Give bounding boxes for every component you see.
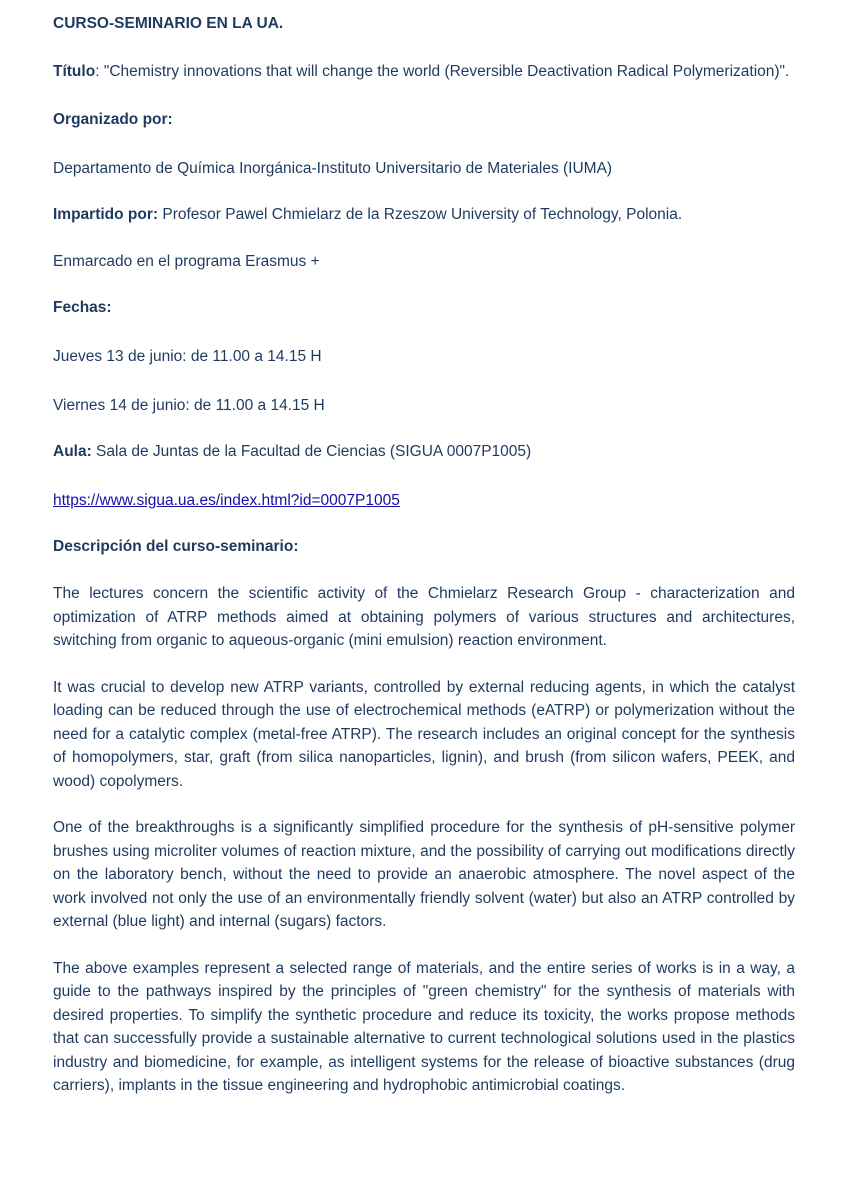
sigua-link[interactable]: https://www.sigua.ua.es/index.html?id=0007P1005 <box>53 491 400 509</box>
room-value: Sala de Juntas de la Facultad de Ciencias (SIGUA 0007P1005) <box>91 443 532 460</box>
title-label: Título <box>53 63 96 80</box>
title-value: "Chemistry innovations that will change the world (Reversible Deactivation Radical Polymerization)". <box>103 63 790 80</box>
description-paragraph-4: The above examples represent a selected range of materials, and the entire series of works is in a way, a guide to the pathways inspired by the principles of "green chemistry" for the synthesis of materials with desired properties. To simplify the synthetic procedure and reduce its toxicity, the works propose methods that can successfully provide a sustainable alternative to current technological solutions used in the plastics industry and biomedicine, for example, as intelligent systems for the release of bioactive substances (drug carriers), implants in the tissue engineering and hydrophobic antimicrobial coatings. <box>53 959 795 1094</box>
description-heading: Descripción del curso-seminario: <box>53 538 299 555</box>
room-line <box>53 440 795 464</box>
taught-by-line <box>53 203 795 227</box>
program-line: Enmarcado en el programa Erasmus + <box>53 252 320 270</box>
document-header: CURSO-SEMINARIO EN LA UA. <box>53 15 284 32</box>
dates-heading: Fechas: <box>53 299 112 316</box>
date-item-2: Viernes 14 de junio: de 11.00 a 14.15 H <box>53 396 325 414</box>
taught-by-label: Impartido por: <box>53 206 159 223</box>
document-page <box>53 12 795 1098</box>
organizer-value: Departamento de Química Inorgánica-Instituto Universitario de Materiales (IUMA) <box>53 159 613 177</box>
taught-by-value: Profesor Pawel Chmielarz de la Rzeszow University of Technology, Polonia. <box>158 206 683 223</box>
organizer-heading: Organizado por: <box>53 110 173 128</box>
room-label: Aula: <box>53 443 92 460</box>
sigua-link-line <box>53 489 795 513</box>
title-separator: : <box>95 63 104 80</box>
description-paragraph-1: The lectures concern the scientific activity of the Chmielarz Research Group - characterization and optimization of ATRP methods aimed at obtaining polymers of various structures and architectures, switching from organic to aqueous-organic (mini emulsion) reaction environment. <box>53 585 795 649</box>
description-paragraph-3: One of the breakthroughs is a significantly simplified procedure for the synthesis of pH-sensitive polymer brushes using microliter volumes of reaction mixture, and the possibility of carrying out modifications directly on the laboratory bench, without the need to provide an anaerobic atmosphere. The novel aspect of the work involved not only the use of an environmentally friendly solvent (water) but also an ATRP controlled by external (blue light) and internal (sugars) factors. <box>53 819 795 930</box>
date-item-1: Jueves 13 de junio: de 11.00 a 14.15 H <box>53 348 322 365</box>
description-paragraph-2: It was crucial to develop new ATRP variants, controlled by external reducing agents, in which the catalyst loading can be reduced through the use of electrochemical methods (eATRP) or polymerization without the need for a catalytic complex (metal-free ATRP). The research includes an original concept for the synthesis of homopolymers, star, graft (from silica nanoparticles, lignin), and brush (from silicon wafers, PEEK, and wood) copolymers. <box>53 678 795 790</box>
title-line <box>53 60 795 84</box>
